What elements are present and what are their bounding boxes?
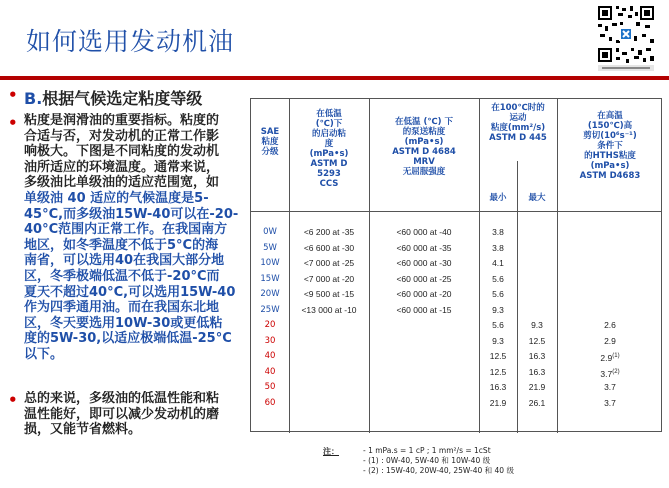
- paragraph-viscosity: [24, 113, 284, 363]
- note-line: - (1) : 0W-40, 5W-40 和 10W-40 级: [363, 456, 491, 465]
- table-divider: [517, 161, 518, 433]
- text-line: 地区，如冬季温度不低于5°C的海: [24, 237, 219, 253]
- header-line: 粘度(mm²/s): [490, 123, 546, 133]
- mrv-value: <60 000 at -35: [396, 242, 452, 253]
- hths-value: 2.9: [604, 335, 616, 346]
- table-divider: [557, 99, 558, 433]
- header-line: 分级: [261, 147, 279, 157]
- table-divider: [369, 99, 370, 433]
- kv-max-value: 16.3: [528, 351, 546, 361]
- text-line: 粘度是润滑油的重要指标。粘度的: [24, 113, 220, 128]
- header-line: 在低温 (℃) 下: [395, 117, 453, 127]
- sae-grade: 10W: [260, 258, 280, 268]
- section-prefix: B.: [24, 89, 43, 108]
- table-divider: [251, 211, 661, 212]
- ccs-value: <7 000 at -20: [303, 273, 355, 284]
- sae-grade: 20: [264, 320, 276, 330]
- section-heading-text: 根据气候选定粘度等级: [42, 89, 203, 108]
- kv-min-value: 5.6: [492, 289, 504, 299]
- section-heading: [24, 86, 202, 109]
- kv-min-value: 5.6: [492, 273, 504, 284]
- bullet-marker: •: [8, 114, 18, 132]
- kv-min-value: 5.6: [492, 320, 504, 330]
- sae-grade: 60: [264, 397, 276, 408]
- kv-max-value: 16.3: [528, 366, 546, 377]
- table-divider: [479, 99, 480, 433]
- kv-min-value: 4.1: [492, 258, 504, 268]
- kv-min-value: 16.3: [489, 382, 507, 392]
- text-line: 作为四季通用油。而在我国东北地: [24, 300, 220, 316]
- kv-min-value: 12.5: [489, 366, 507, 377]
- header-line: (mPa•s): [590, 161, 630, 171]
- ccs-value: <9 500 at -15: [303, 289, 355, 299]
- kv-min-value: 3.8: [492, 227, 504, 237]
- hths-value: 3.7: [604, 397, 616, 408]
- mrv-value: <60 000 at -40: [396, 227, 452, 237]
- header-line: 的HTHS粘度: [584, 151, 636, 161]
- ccs-value: <7 000 at -25: [303, 258, 355, 268]
- ccs-value: <6 200 at -35: [303, 227, 355, 237]
- header-line: (mPa•s): [309, 149, 349, 159]
- header-line: (150℃)高: [587, 121, 633, 131]
- note-line: - 1 mPa.s = 1 cP ; 1 mm²/s = 1cSt: [363, 446, 491, 455]
- sae-grade: 40: [264, 351, 276, 361]
- mrv-value: <60 000 at -15: [396, 304, 452, 315]
- hths-value: 2.6: [604, 320, 616, 330]
- table-divider: [289, 99, 290, 433]
- text-line: 度的5W-30,以适应极端低温-25°C: [24, 331, 232, 347]
- hths-footnote-mark: (1): [612, 353, 620, 359]
- text-line: 区，冬天要选用10W-30或更低粘: [24, 315, 223, 331]
- qr-code: [596, 4, 656, 72]
- header-line: MRV: [413, 157, 435, 167]
- hths-value: [559, 365, 661, 382]
- hths-value: [559, 349, 661, 366]
- header-line: CCS: [319, 179, 339, 189]
- header-sae: [253, 127, 287, 157]
- mrv-value: <60 000 at -30: [396, 258, 452, 268]
- sae-grade: 40: [264, 366, 276, 377]
- text-line: 夏天不超过40°C,可以选用15W-40: [24, 284, 236, 300]
- header-line: 的启动粘: [311, 129, 346, 139]
- header-line: (mPa•s): [404, 137, 444, 147]
- header-hths: [559, 111, 661, 181]
- text-line: 温性能好，即可以减少发动机的磨: [24, 406, 220, 422]
- header-kv100: [481, 103, 555, 143]
- kv-min-value: 21.9: [489, 397, 507, 408]
- header-line: ASTM D 445: [489, 133, 547, 143]
- text-line: 总的来说，多级油的低温性能和粘: [24, 391, 220, 406]
- header-line: 剪切(10⁶s⁻¹): [583, 131, 637, 141]
- sae-grade: 25W: [260, 304, 280, 315]
- header-line: ASTM D4683: [579, 171, 641, 181]
- viscosity-table: [250, 98, 662, 432]
- text-line: 单级油 40 适应的气候温度是5-: [24, 190, 209, 206]
- text-line: 45°C,而多级油15W-40可以在-20-: [24, 206, 239, 222]
- text-line: 合适与否，对发动机的正常工作影: [24, 128, 220, 144]
- ccs-value: <6 600 at -30: [303, 242, 355, 253]
- bullet-marker: •: [8, 391, 18, 409]
- header-kv-max: 最大: [528, 193, 546, 203]
- header-line: 在高温: [597, 111, 623, 121]
- kv-max-value: 21.9: [528, 382, 546, 392]
- sae-grade: 30: [264, 335, 276, 346]
- sae-grade: 20W: [260, 289, 280, 299]
- kv-min-value: 3.8: [492, 242, 504, 253]
- kv-max-value: 26.1: [528, 397, 546, 408]
- header-line: 无屈服强度: [402, 167, 446, 177]
- kv-max-value: 12.5: [528, 335, 546, 346]
- header-line: 的泵送粘度: [402, 127, 446, 137]
- text-line: 损，又能节省燃料。: [24, 422, 142, 438]
- header-line: 运动: [509, 113, 527, 123]
- header-line: 在100℃时的: [491, 103, 545, 113]
- header-mrv: [371, 117, 477, 177]
- sae-grade: 5W: [263, 242, 277, 253]
- sae-grade: 0W: [263, 227, 277, 237]
- hths-footnote-mark: (2): [612, 368, 620, 375]
- text-line: 南省，可以选用40在我国大部分地: [24, 253, 225, 269]
- kv-min-value: 12.5: [489, 351, 507, 361]
- title-rule: [0, 76, 669, 80]
- header-ccs: [291, 109, 367, 189]
- text-line: 40°C范围内正常工作。在我国南方: [24, 222, 228, 238]
- text-line: 多级油比单级油的适应范围宽，如: [24, 175, 220, 191]
- header-line: ASTM D: [310, 159, 348, 169]
- header-line: 在低温: [316, 109, 342, 119]
- hths-value: 3.7: [604, 382, 616, 392]
- header-line: 5293: [317, 169, 341, 179]
- hths-text: 2.9: [600, 352, 613, 363]
- bullet-marker: •: [8, 86, 18, 104]
- text-line: 区，冬季极端低温不低于-20°C而: [24, 268, 220, 284]
- kv-max-value: 9.3: [531, 320, 543, 330]
- note-line: - (2) : 15W-40, 20W-40, 25W-40 和 40 级: [363, 466, 514, 475]
- header-line: 度: [324, 139, 334, 149]
- sae-grade: 50: [264, 382, 276, 392]
- sae-grade: 15W: [260, 273, 280, 284]
- header-kv-min: 最小: [489, 193, 507, 203]
- header-line: SAE: [260, 127, 280, 137]
- header-line: (℃)下: [315, 119, 343, 129]
- header-line: 粘度: [261, 137, 279, 147]
- paragraph-summary: [24, 391, 284, 438]
- mrv-value: <60 000 at -25: [396, 273, 452, 284]
- kv-min-value: 9.3: [492, 304, 504, 315]
- ccs-value: <13 000 at -10: [301, 304, 357, 315]
- page-title: 如何选用发动机油: [26, 27, 235, 56]
- text-line: 响极大。下图是不同粘度的发动机: [24, 144, 220, 160]
- hths-text: 3.7: [600, 368, 613, 379]
- header-line: 条件下: [597, 141, 623, 151]
- text-line: 以下。: [24, 346, 64, 362]
- header-line: ASTM D 4684: [392, 147, 456, 157]
- kv-min-value: 9.3: [492, 335, 504, 346]
- text-line: 油所适应的环境温度。通常来说，: [24, 159, 220, 175]
- notes-label: 注：: [323, 447, 339, 456]
- mrv-value: <60 000 at -20: [396, 289, 452, 299]
